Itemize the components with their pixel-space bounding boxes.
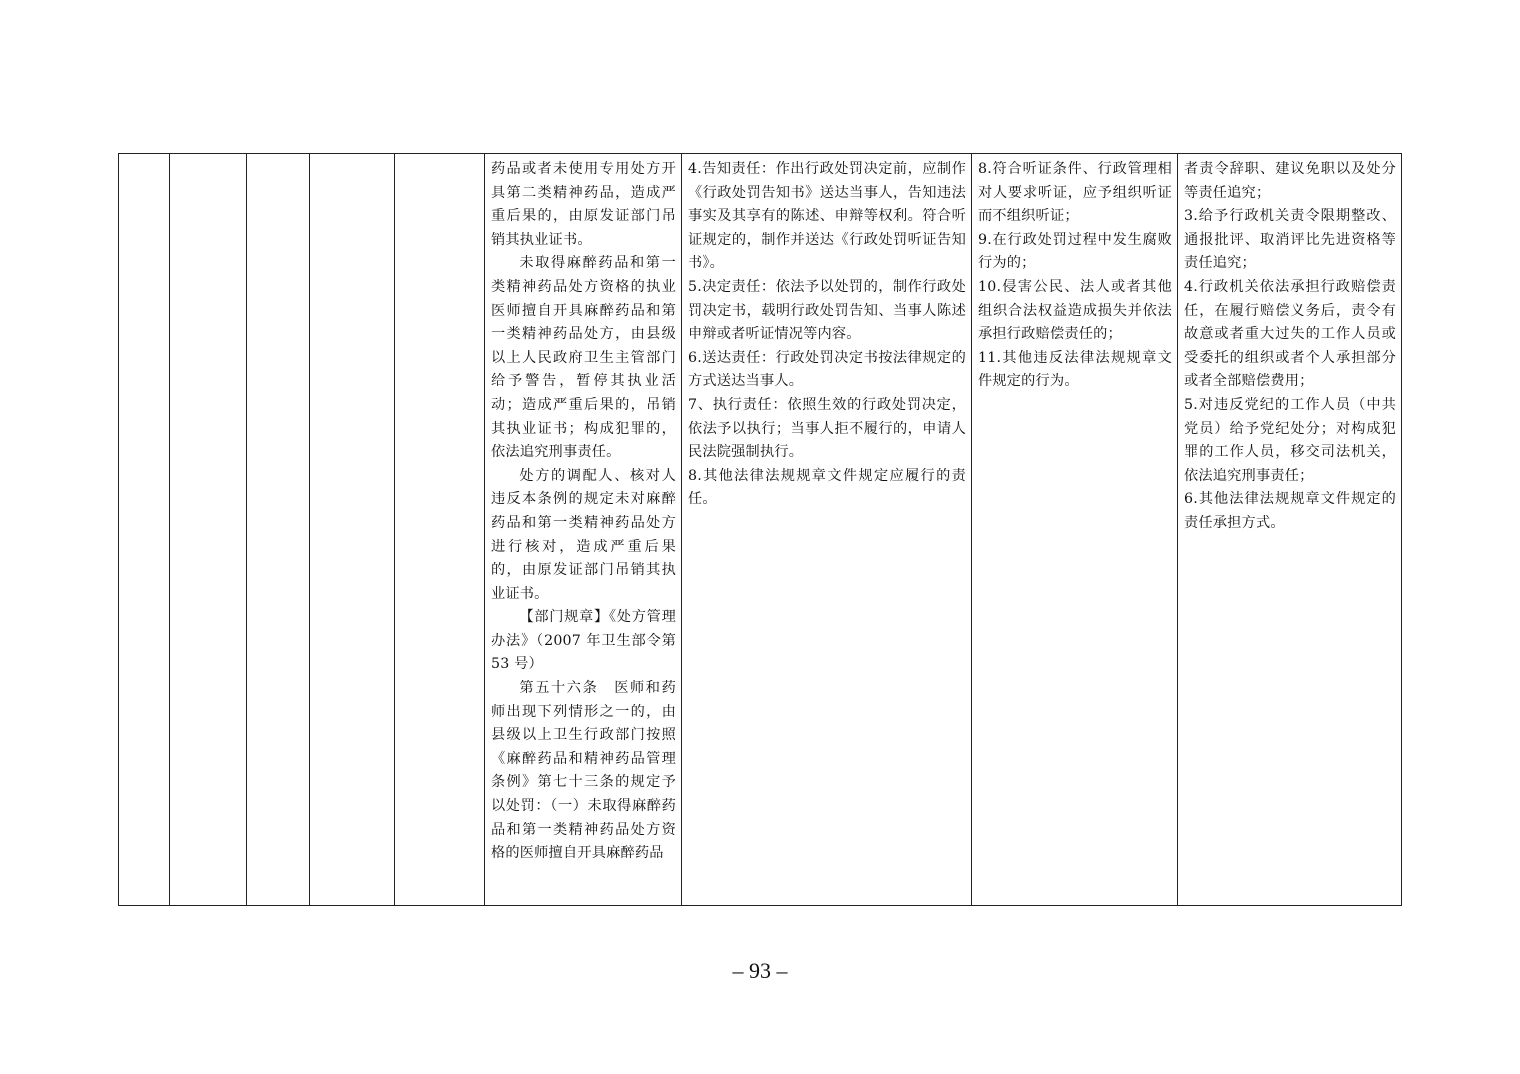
responsibility-cell xyxy=(682,154,972,906)
liability-item-paragraph: 5.对违反党纪的工作人员（中共党员）给予党纪处分；对构成犯罪的工作人员，移交司法机关，依法追究刑事责任； xyxy=(1184,396,1396,484)
accountability-item-paragraph: 11.其他违反法律法规规章文件规定的行为。 xyxy=(978,349,1172,390)
liability-cell xyxy=(1178,154,1402,906)
responsibility-item-paragraph: 8.其他法律法规规章文件规定应履行的责任。 xyxy=(688,467,966,508)
legal-basis-paragraph: 未取得麻醉药品和第一类精神药品处方资格的执业医师擅自开具麻醉药品和第一类精神药品处方，由县级以上人民政府卫生主管部门给予警告，暂停其执业活动；造成严重后果的，吊销其执业证书；构成犯罪的，依法追究刑事责任。 xyxy=(491,255,676,461)
legal-basis-cell xyxy=(485,154,682,906)
accountability-text xyxy=(972,154,1177,394)
legal-basis-paragraph: 药品或者未使用专用处方开具第二类精神药品，造成严重后果的，由原发证部门吊销其执业证书。 xyxy=(491,161,676,248)
liability-item-paragraph: 6.其他法律法规规章文件规定的责任承担方式。 xyxy=(1184,491,1396,531)
table-row xyxy=(119,154,1402,906)
accountability-item-paragraph: 10.侵害公民、法人或者其他组织合法权益造成损失并依法承担行政赔偿责任的； xyxy=(978,278,1172,343)
legal-basis-paragraph: 处方的调配人、核对人违反本条例的规定未对麻醉药品和第一类精神药品处方进行核对，造成严重后果的，由原发证部门吊销其执业证书。 xyxy=(491,467,676,602)
legal-basis-text xyxy=(485,154,681,866)
accountability-item-paragraph: 9.在行政处罚过程中发生腐败行为的； xyxy=(978,231,1172,272)
legal-basis-paragraph: 第五十六条 医师和药师出现下列情形之一的，由县级以上卫生行政部门按照《麻醉药品和精神药品管理条例》第七十三条的规定予以处罚：（一）未取得麻醉药品和第一类精神药品处方资格的医师擅自开具麻醉药品 xyxy=(491,680,676,862)
accountability-cell xyxy=(972,154,1178,906)
responsibility-text xyxy=(682,154,971,512)
liability-item-paragraph: 者责令辞职、建议免职以及处分等责任追究； xyxy=(1184,161,1396,201)
responsibility-table xyxy=(118,153,1402,906)
responsibility-item-paragraph: 5.决定责任：依法予以处罚的，制作行政处罚决定书，载明行政处罚告知、当事人陈述申辩或者听证情况等内容。 xyxy=(688,278,966,343)
responsibility-item-paragraph: 6.送达责任：行政处罚决定书按法律规定的方式送达当事人。 xyxy=(688,349,966,390)
accountability-item-paragraph: 8.符合听证条件、行政管理相对人要求听证，应予组织听证而不组织听证； xyxy=(978,161,1172,225)
empty-cell-item-name xyxy=(170,154,247,906)
liability-item-paragraph: 4.行政机关依法承担行政赔偿责任，在履行赔偿义务后，责令有故意或者重大过失的工作人员或受委托的组织或者个人承担部分或者全部赔偿费用； xyxy=(1184,278,1396,390)
responsibility-item-paragraph: 7、执行责任：依照生效的行政处罚决定，依法予以执行；当事人拒不履行的，申请人民法院强制执行。 xyxy=(688,396,966,461)
empty-cell-sequence xyxy=(119,154,170,906)
responsibility-item-paragraph: 4.告知责任：作出行政处罚决定前，应制作《行政处罚告知书》送达当事人，告知违法事实及其享有的陈述、申辩等权利。符合听证规定的，制作并送达《行政处罚听证告知书》。 xyxy=(688,161,966,272)
legal-basis-paragraph: 【部门规章】《处方管理办法》（2007 年卫生部令第 53 号） xyxy=(491,609,676,673)
empty-cell-subject xyxy=(395,154,485,906)
liability-item-paragraph: 3.给予行政机关责令限期整改、通报批评、取消评比先进资格等责任追究； xyxy=(1184,208,1396,272)
liability-text xyxy=(1178,154,1401,536)
empty-cell-subitem xyxy=(310,154,395,906)
empty-cell-category xyxy=(247,154,310,906)
page-number: – 93 – xyxy=(732,958,788,983)
